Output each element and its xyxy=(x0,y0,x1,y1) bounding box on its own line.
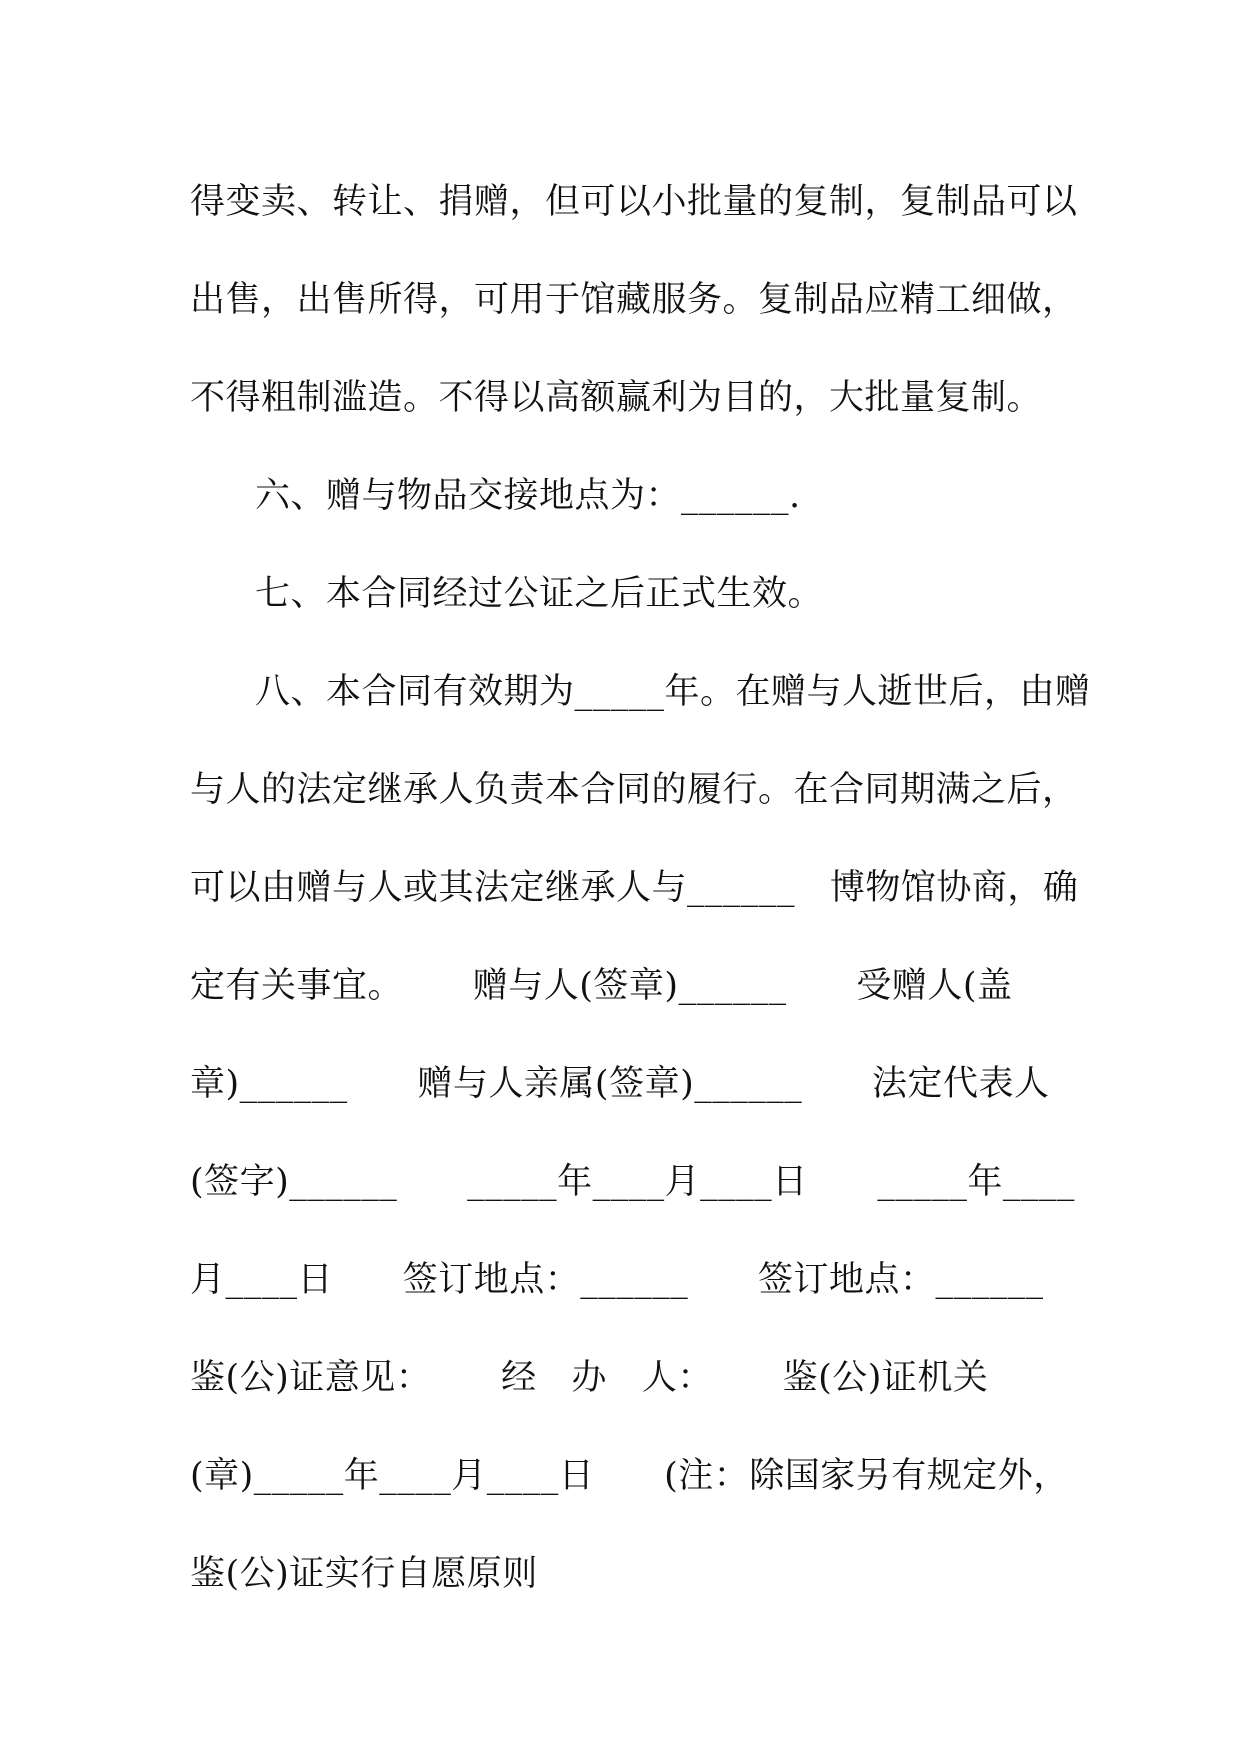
text-line: 出售，出售所得，可用于馆藏服务。复制品应精工细做， xyxy=(190,280,1078,320)
signature-line: 章)______ 赠与人亲属(签章)______ 法定代表人 xyxy=(190,1064,1050,1104)
signing-place-line: 月____日 签订地点：______ 签订地点：______ xyxy=(190,1260,1044,1300)
text-line: 可以由赠与人或其法定继承人与______ 博物馆协商，确 xyxy=(190,868,1079,908)
text-line: 得变卖、转让、捐赠，但可以小批量的复制，复制品可以 xyxy=(190,182,1078,222)
text-line: 不得粗制滥造。不得以高额赢利为目的，大批量复制。 xyxy=(190,378,1043,418)
clause-seven: 七、本合同经过公证之后正式生效。 xyxy=(255,574,824,614)
notarization-date-line: (章)_____年____月____日 (注：除国家另有规定外， xyxy=(190,1456,1069,1496)
text-line: 与人的法定继承人负责本合同的履行。在合同期满之后， xyxy=(190,770,1078,810)
notarization-line: 鉴(公)证意见： 经 办 人： 鉴(公)证机关 xyxy=(190,1358,989,1398)
date-line: (签字)______ _____年____月____日 _____年____ xyxy=(190,1162,1075,1202)
note-line: 鉴(公)证实行自愿原则 xyxy=(190,1554,538,1594)
clause-six: 六、赠与物品交接地点为：______. xyxy=(255,476,801,516)
signature-line: 定有关事宜。 赠与人(签章)______ 受赠人(盖 xyxy=(190,966,1013,1006)
clause-eight: 八、本合同有效期为_____年。在赠与人逝世后，由赠 xyxy=(255,672,1091,712)
